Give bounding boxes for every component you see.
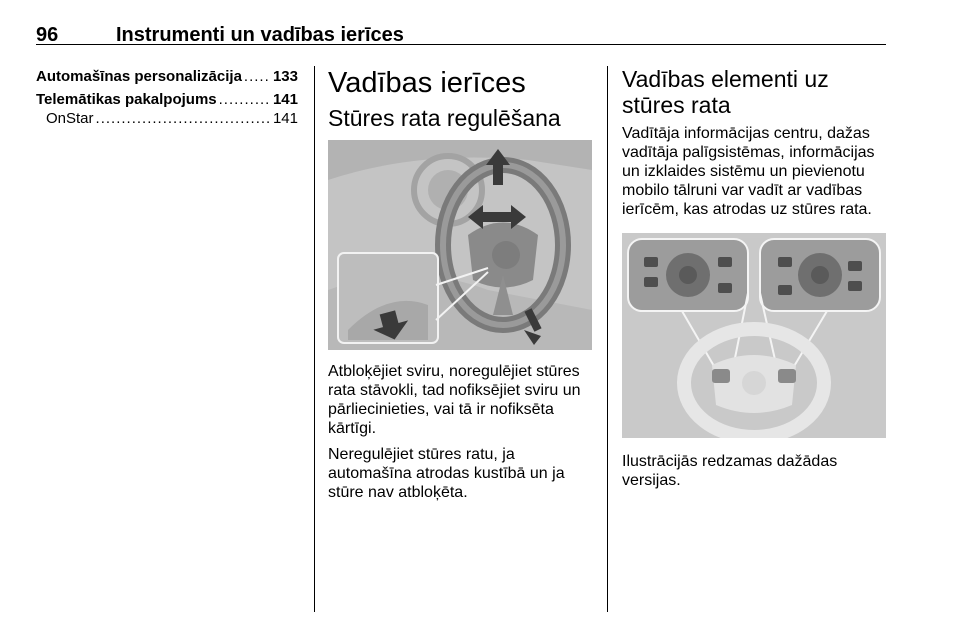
section-title: Vadības elementi uz stūres rata [622,66,829,118]
toc-page: 133 [272,68,298,85]
toc-list [36,68,298,133]
toc-page: 141 [272,91,298,108]
toc-entry[interactable] [36,68,298,85]
toc-leader [244,68,271,85]
column-steering-controls [622,66,886,497]
paragraph: Atbloķējiet sviru, noregulējiet stūres rata stāvokli, tad nofiksējiet sviru un pārliecinieties, vai tā ir nofiksēta kārtīgi. [328,363,581,437]
toc-entry[interactable] [36,91,298,108]
paragraph: Neregulējiet stūres ratu, ja automašīna atrodas kustībā un ja stūre nav atbloķēta. [328,446,565,501]
page-number: 96 [36,24,59,46]
steering-adjust-figure [328,140,592,350]
paragraph: Ilustrācijās redzamas dažādas versijas. [622,453,838,489]
steering-controls-illustration [622,233,886,438]
toc-leader [219,91,271,108]
column-divider [607,66,608,612]
toc-page: 141 [272,110,298,127]
toc-label: Automašīnas personalizācija [36,68,242,85]
section-title: Vadības ierīces [328,67,526,99]
toc-entry[interactable] [36,110,298,127]
page-header [36,14,886,45]
subsection-title: Stūres rata regulēšana [328,105,561,131]
toc-label: OnStar [46,110,94,127]
column-divider [314,66,315,612]
column-steering-adjust [328,66,592,509]
toc-leader [96,110,271,127]
paragraph: Vadītāja informācijas centru, dažas vadītāja palīgsistēmas, informācijas un izklaides sistēmu un pievienotu mobilo tālruni var vadīt ar vadības ierīcēm, kas atrodas uz stūres rata. [622,125,875,218]
page-title: Instrumenti un vadības ierīces [116,24,404,46]
toc-label: Telemātikas pakalpojums [36,91,217,108]
steering-wheel-illustration [328,140,592,350]
steering-controls-figure [622,233,886,438]
